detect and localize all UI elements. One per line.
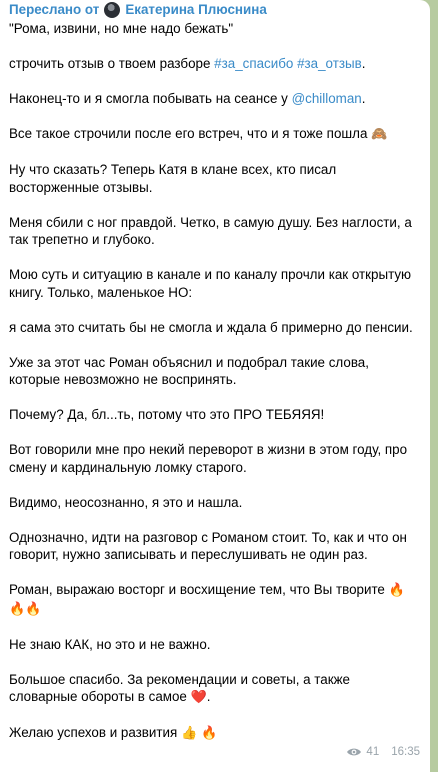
eye-icon [346,747,362,757]
text-span: . [206,689,211,704]
text-span: Все такое строчили после его встреч, что и я тоже пошла [9,126,368,141]
text-line [9,90,418,108]
text-span: Ну что сказать? Теперь Катя в клане всех, кто писал [9,162,337,177]
text-span: Видимо, неосознанно, я это и нашла. [9,494,243,510]
fire-emoji-icon: 🔥 [388,583,405,598]
text-line [9,231,418,249]
message-time: 16:35 [391,745,420,758]
text-line [9,600,418,619]
monkey-emoji-icon: 🙈 [371,127,388,142]
text-line [9,125,418,144]
forwarded-label: Переслано от [9,2,100,18]
thumbs-up-fire-emoji-icon: 👍 🔥 [180,726,218,741]
text-span: книгу. Только, маленькое НО: [9,284,193,300]
forwarded-author[interactable]: Екатерина Плюснина [125,2,267,18]
text-span: говорит, нужно записывать и переслушивать не один раз. [9,547,368,562]
text-line [9,459,418,477]
message-text [9,20,418,743]
text-span: Желаю успехов и развития [9,725,178,740]
text-line [9,406,418,424]
text-span: Уже за этот час Роман объяснил и подобрал такие слова, [9,354,369,370]
text-span: Большое спасибо. За рекомендации и советы, а также [9,671,350,687]
text-span: смену и кардинальную ломку старого. [9,459,247,475]
hashtag-link[interactable]: #за_отзыв [297,56,362,71]
text-span: я сама это считать бы не смогла и ждала б примерно до пенсии. [9,319,413,335]
text-line [9,161,418,179]
fire-emoji-icon: 🔥🔥 [9,601,42,617]
text-line [9,671,418,689]
text-line [9,494,418,512]
text-span: Почему? Да, бл...ть, потому что это ПРО ТЕБЯЯЯ! [9,407,325,422]
text-line [9,724,418,743]
view-count: 41 [366,745,380,758]
text-line [9,546,418,564]
text-span: Не знаю КАК, но это и не важно. [9,636,211,652]
text-line [9,319,418,337]
text-span: Мою суть и ситуацию в канале и по каналу прочли как открытую [9,267,412,282]
text-line [9,636,418,654]
text-line [9,55,418,73]
text-span: Роман, выражаю восторг и восхищение тем, что Вы творите [9,582,385,597]
text-span: так трепетно и глубоко. [9,232,155,247]
text-line [9,529,418,547]
author-avatar[interactable] [104,2,120,18]
mention-link[interactable]: @chilloman [291,91,362,106]
text-span: Однозначно, идти на разговор с Романом стоит. То, как и что он [9,529,407,545]
text-line [9,284,418,302]
text-line [9,214,418,232]
hashtag-link[interactable]: #за_спасибо [214,56,294,71]
text-span: Вот говорили мне про некий переворот в жизни в этом году, про [9,442,408,457]
text-span: . [361,91,366,106]
text-span: Меня сбили с ног правдой. Четко, в самую душу. Без наглости, а [9,214,412,230]
text-span: которые невозможно не воспринять. [9,372,237,387]
text-span: "Рома, извини, но мне надо бежать" [9,21,234,36]
text-span: . [361,56,366,71]
message-meta [346,744,420,762]
text-span: восторженные отзывы. [9,179,153,195]
text-span: Наконец-то и я смогла побывать на сеансе у [9,91,292,106]
text-span: строчить отзыв о твоем разборе [9,56,215,71]
text-line [9,441,418,459]
text-span: словарные обороты в самое [9,689,187,704]
text-line [9,581,418,600]
text-line [9,266,418,284]
heart-emoji-icon: ❤️ [190,690,207,705]
forwarded-header[interactable] [9,0,418,20]
text-line [9,179,418,197]
text-line [9,688,418,707]
text-line [9,354,418,372]
text-line [9,371,418,389]
text-line [9,20,418,38]
